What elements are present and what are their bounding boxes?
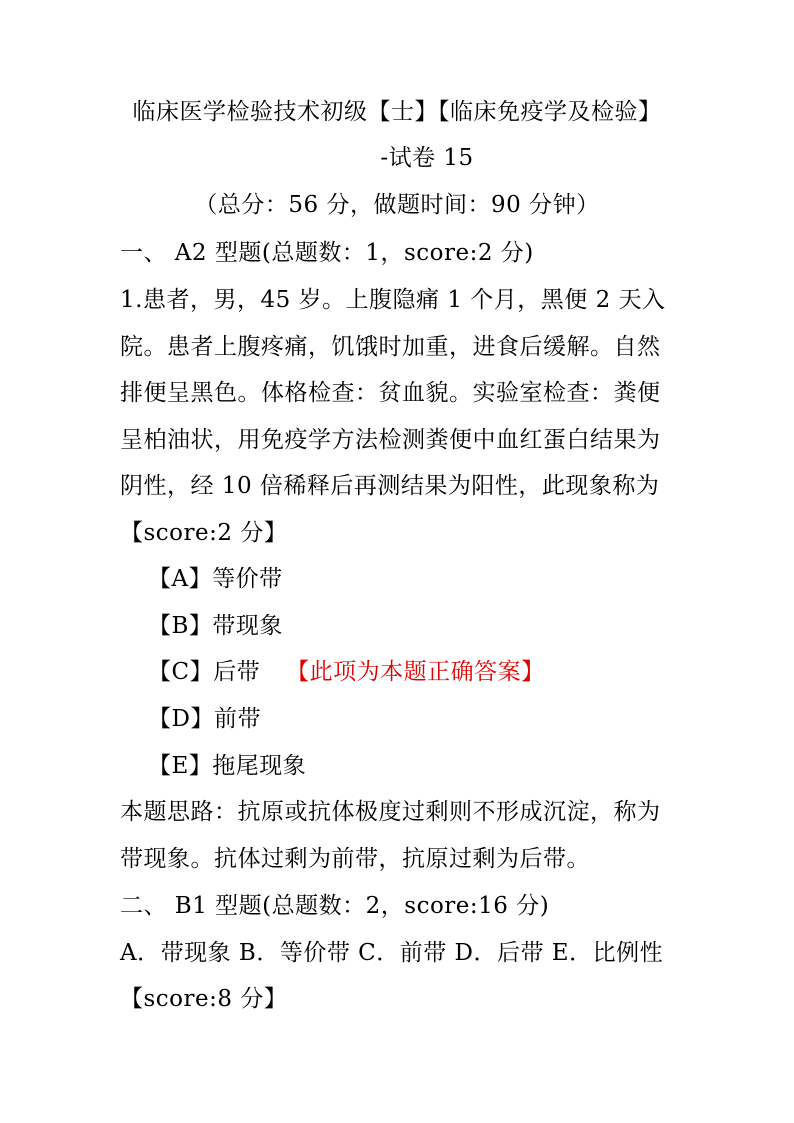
option-label: 【D】前带	[148, 706, 261, 732]
question-1-line: 排便呈黑色。体格检查：贫血貌。实验室检查：粪便	[120, 380, 661, 406]
title-line-2: -试卷 15	[380, 145, 474, 171]
option-label: 【B】带现象	[148, 613, 283, 639]
option-c	[148, 657, 545, 687]
question-1-line: 院。患者上腹疼痛，饥饿时加重，进食后缓解。自然	[120, 334, 661, 360]
section-2-choices: A．带现象 B．等价带 C．前带 D．后带 E．比例性	[120, 940, 664, 966]
section-2-score: 【score:8 分】	[120, 986, 288, 1012]
option-label: 【E】拖尾现象	[148, 753, 307, 779]
explanation-line: 本题思路：抗原或抗体极度过剩则不形成沉淀，称为	[120, 799, 661, 825]
option-e	[148, 751, 306, 781]
explanation-line: 带现象。抗体过剩为前带，抗原过剩为后带。	[120, 846, 590, 872]
option-label: 【C】后带	[148, 659, 261, 685]
section-2-heading: 二、 B1 型题(总题数：2，score:16 分)	[120, 893, 550, 919]
question-1-line: 呈柏油状，用免疫学方法检测粪便中血红蛋白结果为	[120, 427, 661, 453]
title-line-1: 临床医学检验技术初级【士】【临床免疫学及检验】	[132, 99, 662, 125]
question-1-line: 1.患者，男，45 岁。上腹隐痛 1 个月，黑便 2 天入	[120, 287, 666, 313]
question-1-score: 【score:2 分】	[120, 520, 288, 546]
option-a	[148, 564, 283, 594]
exam-meta: （总分：56 分，做题时间：90 分钟）	[194, 192, 600, 218]
option-label: 【A】等价带	[148, 566, 283, 592]
option-d	[148, 704, 261, 734]
correct-answer-marker: 【此项为本题正确答案】	[286, 659, 545, 685]
section-1-heading: 一、 A2 型题(总题数：1，score:2 分)	[120, 240, 534, 266]
option-b	[148, 611, 283, 641]
question-1-line: 阴性，经 10 倍稀释后再测结果为阳性，此现象称为	[120, 473, 660, 499]
